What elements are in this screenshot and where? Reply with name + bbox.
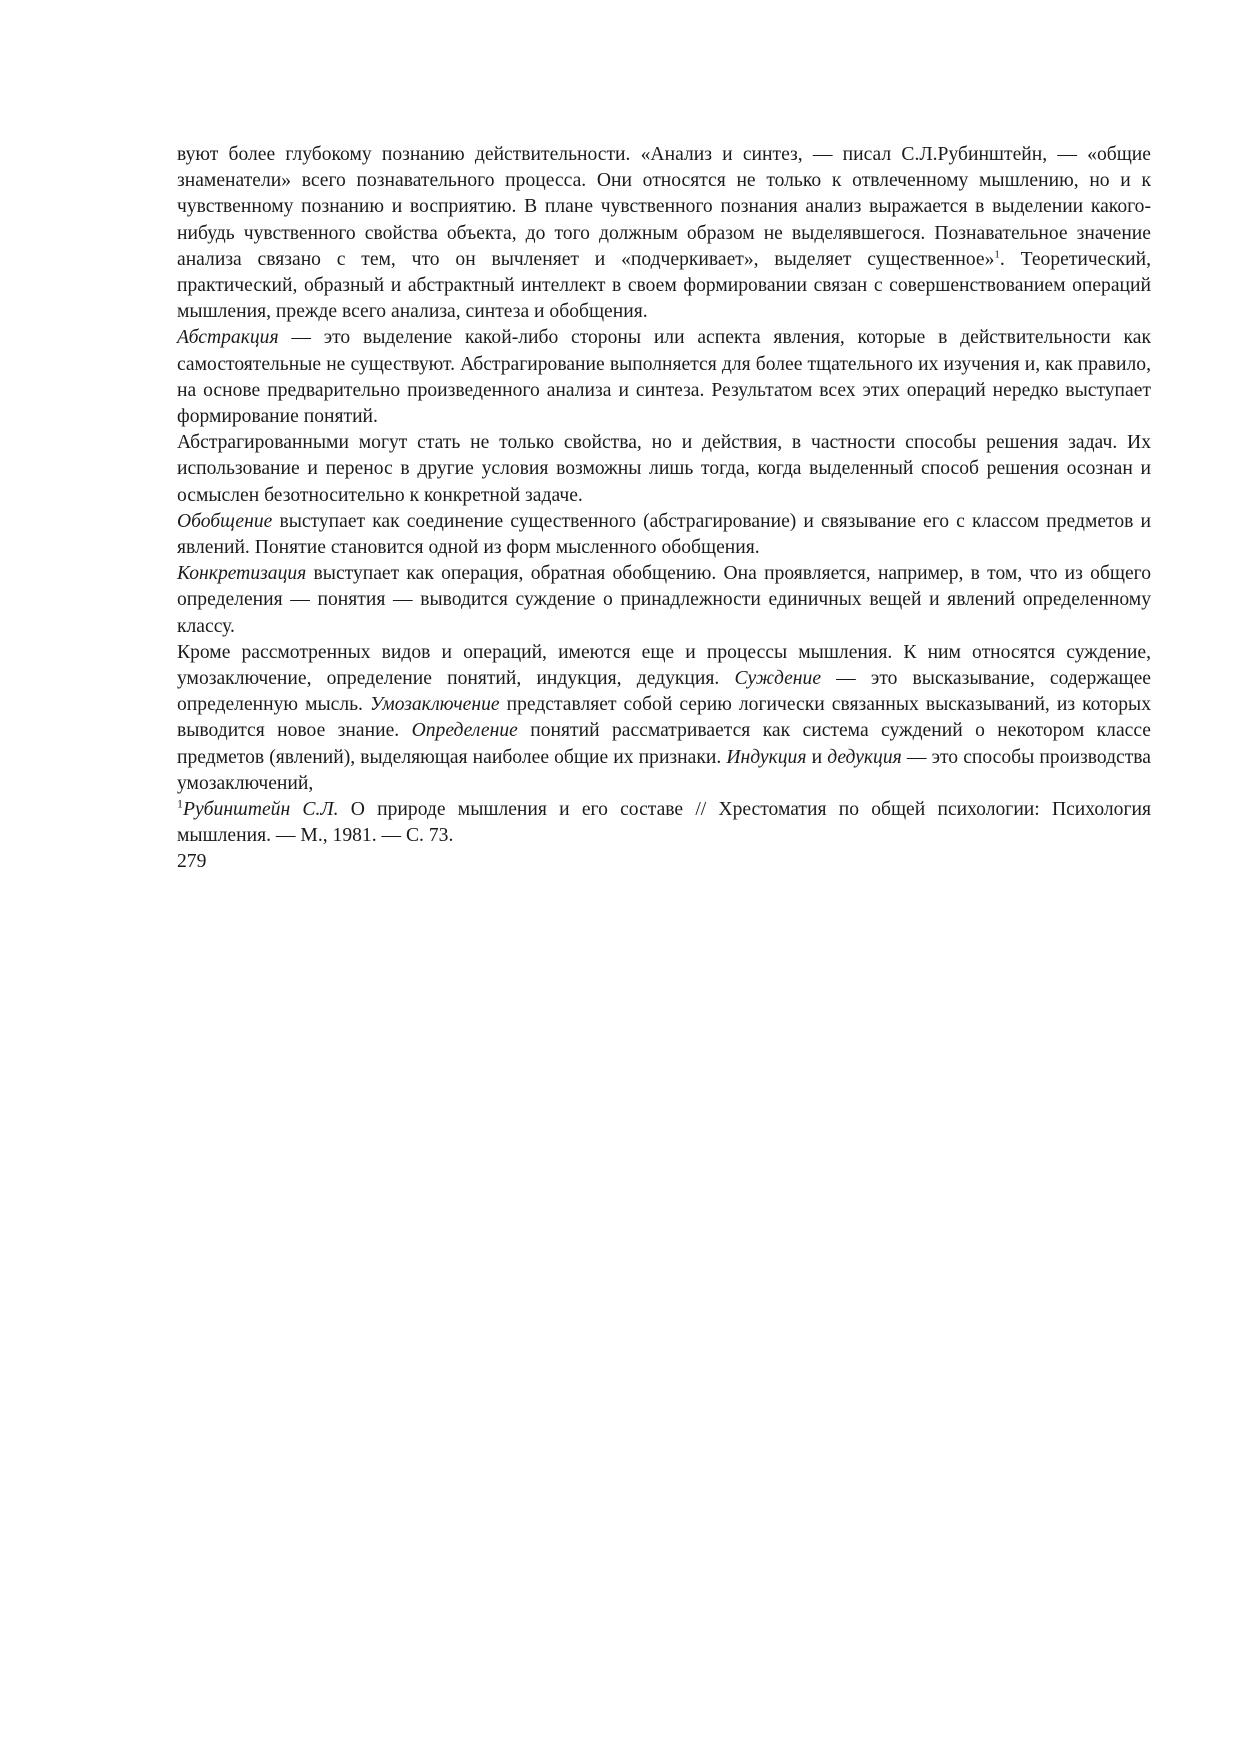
paragraph-text: выступает как соединение существенного (абстрагирование) и связывание его с классом предметов и явлений. Понятие становится одной из форм мысленного обобщения.: [177, 510, 1151, 559]
paragraph-text: — это выделение какой-либо стороны или аспекта явления, которые в действительности как самостоятельные не существуют. Абстрагирование выполняется для более тщательного их изучения и, как правило, на основе предварительно произведенного анализа и синтеза. Результатом всех этих операций нередко выступает формирование понятий.: [177, 327, 1151, 428]
paragraph-text: Абстрагированными могут стать не только свойства, но и действия, в частности способы решения задач. Их использование и перенос в другие условия возможны лишь тогда, когда выделенный способ решения осознан и осмыслен безотносительно к конкретной задаче.: [177, 432, 1151, 506]
paragraph-text: — это способы производства умозаключений,: [177, 746, 1151, 794]
term-judgment: Суждение: [734, 668, 822, 690]
footnote-reference[interactable]: 1: [994, 248, 1000, 261]
term-definition: Определение: [411, 720, 518, 742]
paragraph-thinking-processes: [177, 640, 1151, 797]
page-number: 279: [177, 851, 207, 873]
paragraph-text: и: [806, 746, 828, 768]
term-induction: Индукция: [726, 746, 807, 768]
paragraph-analysis-synthesis: [177, 142, 1151, 325]
paragraph-concretization: [177, 561, 1151, 640]
footnote-author: Рубинштейн С.Л.: [183, 799, 339, 821]
paragraph-text: — это высказывание, содержащее определенную мысль.: [177, 668, 1152, 716]
paragraph-text: понятий рассматривается как система суждений о некотором классе предметов (явлений), выделяющая наиболее общие их признаки.: [177, 720, 1151, 768]
page-body: [177, 142, 1151, 876]
term-deduction: дедукция: [827, 746, 902, 768]
term-generalization: Обобщение: [177, 510, 273, 532]
footnote: [177, 797, 1151, 849]
paragraph-abstracted: [177, 430, 1151, 509]
paragraph-abstraction: [177, 325, 1151, 430]
paragraph-text: вуют более глубокому познанию действительности. «Анализ и синтез, — писал С.Л.Рубинштейн, — «общие знаменатели» всего познавательного процесса. Они относятся не только к отвлеченному мышлению, но и к чувственному познанию и восприятию. В плане чувственного познания анализ выражается в выделении какого-нибудь чувственного свойства объекта, до того должным образом не выделявшегося. Познавательное значение анализа связано с тем, что он вычленяет и «подчеркивает», выделяет существенное»: [177, 144, 1151, 270]
paragraph-text: . Теоретический, практический, образный и абстрактный интеллект в своем формировании связан с совершенствованием операций мышления, прежде всего анализа, синтеза и обобщения.: [177, 248, 1151, 323]
term-concretization: Конкретизация: [177, 563, 307, 585]
footnote-mark: 1: [177, 796, 183, 811]
paragraph-text: представляет собой серию логически связанных высказываний, из которых выводится новое знание.: [177, 694, 1152, 742]
footnote-text: О природе мышления и его составе // Хрестоматия по общей психологии: Психология мышления. — М., 1981. — С. 73.: [177, 799, 1151, 847]
term-abstraction: Абстракция: [177, 327, 279, 349]
paragraph-text: Кроме рассмотренных видов и операций, имеются еще и процессы мышления. К ним относятся суждение, умозаключение, определение понятий, индукция, дедукция.: [177, 641, 1151, 690]
paragraph-text: выступает как операция, обратная обобщению. Она проявляется, например, в том, что из общего определения — понятия — выводится суждение о принадлежности единичных вещей и явлений определенному классу.: [177, 563, 1151, 637]
term-inference: Умозаключение: [369, 694, 500, 716]
paragraph-generalization: [177, 509, 1151, 561]
